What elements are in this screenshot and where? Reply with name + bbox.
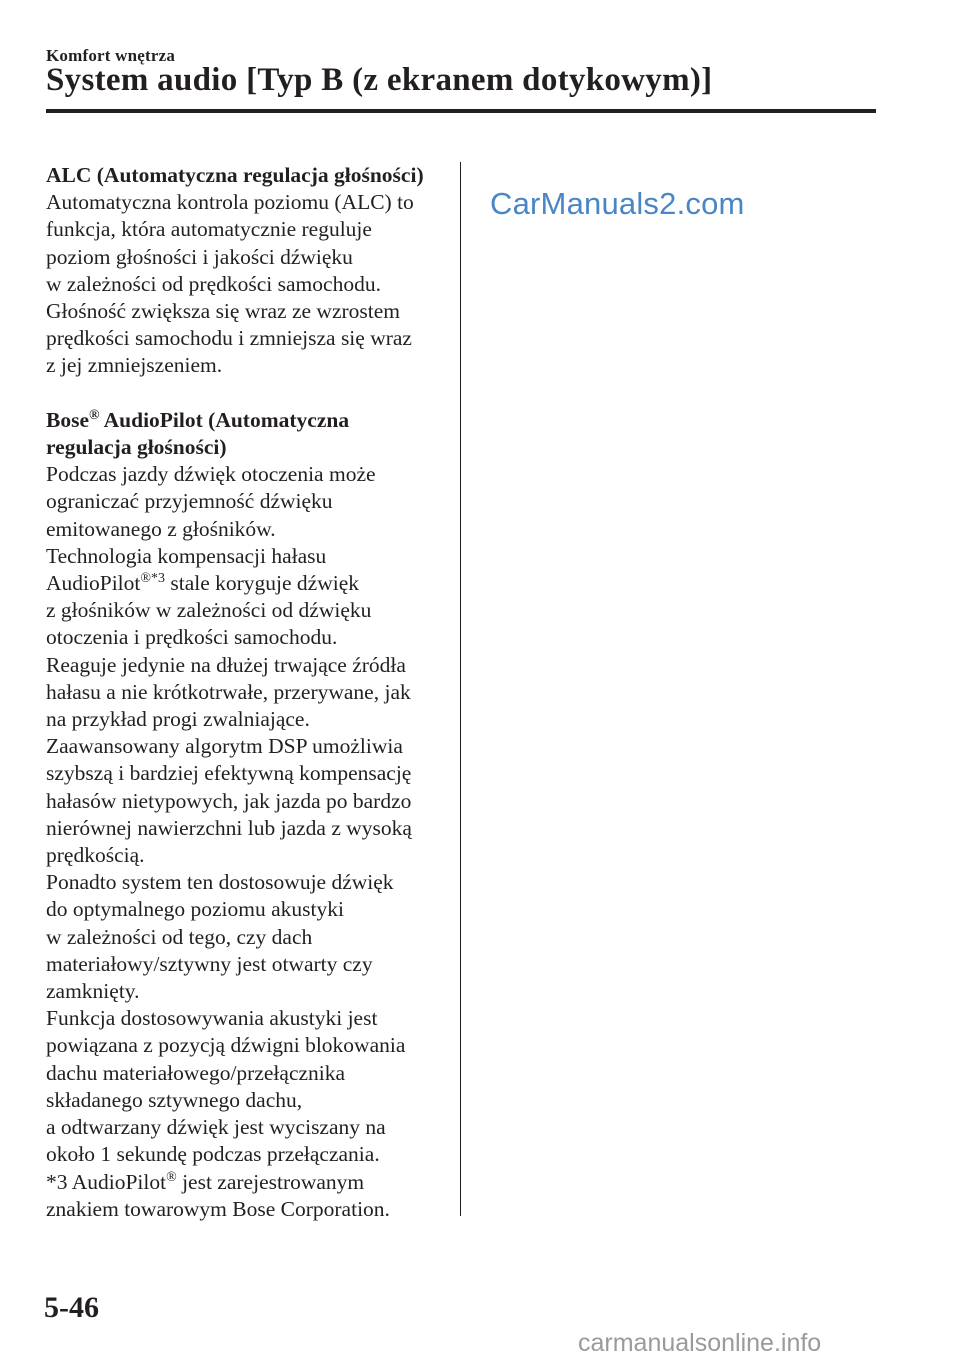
bose-heading-rest: AudioPilot (Automatyczna bbox=[99, 407, 350, 432]
footnote-rest: jest zarejestrowanym bbox=[176, 1169, 365, 1194]
audiopilot-name: AudioPilot bbox=[46, 571, 141, 596]
page-title: System audio [Typ B (z ekranem dotykowym)] bbox=[46, 62, 713, 98]
alc-line: Głośność zwiększa się wraz ze wzrostem bbox=[46, 299, 401, 324]
bose-line: około 1 sekundę podczas przełączania. bbox=[46, 1142, 380, 1167]
bose-line: dachu materiałowego/przełącznika bbox=[46, 1060, 346, 1085]
bose-line: hałasu a nie krótkotrwałe, przerywane, jak bbox=[46, 679, 411, 704]
bose-line: emitowanego z głośników. bbox=[46, 516, 276, 541]
bose-line: szybszą i bardziej efektywną kompensację bbox=[46, 761, 412, 786]
alc-heading: ALC (Automatyczna regulacja głośności) bbox=[46, 163, 424, 187]
bose-line: w zależności od tego, czy dach bbox=[46, 924, 313, 949]
alc-line: Automatyczna kontrola poziomu (ALC) to bbox=[46, 190, 414, 215]
bose-line: Zaawansowany algorytm DSP umożliwia bbox=[46, 734, 403, 759]
bose-line: ograniczać przyjemność dźwięku bbox=[46, 489, 333, 514]
bose-line: Ponadto system ten dostosowuje dźwięk bbox=[46, 870, 394, 895]
bose-line: nierównej nawierzchni lub jazda z wysoką bbox=[46, 815, 412, 840]
watermark-carmanualsonline: carmanualsonline.info bbox=[578, 1329, 822, 1357]
footnote bbox=[46, 1169, 446, 1196]
alc-line: funkcja, która automatycznie reguluje bbox=[46, 217, 372, 242]
bose-line: Technologia kompensacji hałasu bbox=[46, 543, 327, 568]
bose-line: materiałowy/sztywny jest otwarty czy bbox=[46, 951, 373, 976]
bose-line: Funkcja dostosowywania akustyki jest bbox=[46, 1006, 378, 1031]
bose-line: na przykład progi zwalniające. bbox=[46, 707, 310, 732]
bose-line: zamknięty. bbox=[46, 979, 140, 1004]
header-divider bbox=[46, 109, 876, 113]
bose-line: Reaguje jedynie na dłużej trwające źródła bbox=[46, 652, 406, 677]
bose-heading-line2: regulacja głośności) bbox=[46, 435, 227, 460]
alc-line: z jej zmniejszeniem. bbox=[46, 353, 223, 378]
bose-line: powiązana z pozycją dźwigni blokowania bbox=[46, 1033, 406, 1058]
column-divider bbox=[460, 162, 461, 1216]
bose-line: z głośników w zależności od dźwięku bbox=[46, 598, 372, 623]
page-number: 5-46 bbox=[44, 1291, 99, 1324]
bose-line: prędkością. bbox=[46, 843, 145, 868]
watermark-carmanuals2: CarManuals2.com bbox=[490, 186, 745, 221]
audiopilot-rest: stale koryguje dźwięk bbox=[164, 571, 360, 596]
footnote-line2: znakiem towarowym Bose Corporation. bbox=[46, 1196, 390, 1221]
bose-heading-brand: Bose bbox=[46, 407, 89, 432]
bose-heading bbox=[46, 407, 446, 434]
registered-mark: ® bbox=[89, 407, 100, 423]
alc-line: w zależności od prędkości samochodu. bbox=[46, 271, 381, 296]
text-column bbox=[46, 162, 446, 1223]
bose-line: do optymalnego poziomu akustyki bbox=[46, 897, 344, 922]
footnote-start: *3 AudioPilot bbox=[46, 1169, 167, 1194]
section-label: Komfort wnętrza bbox=[46, 46, 176, 65]
bose-line: otoczenia i prędkości samochodu. bbox=[46, 625, 338, 650]
registered-mark: ® bbox=[166, 1169, 177, 1185]
paragraph-gap bbox=[46, 380, 446, 407]
alc-line: prędkości samochodu i zmniejsza się wraz bbox=[46, 326, 412, 351]
audiopilot-footnote-ref: ®*3 bbox=[140, 570, 165, 586]
alc-line: poziom głośności i jakości dźwięku bbox=[46, 244, 353, 269]
bose-line: składanego sztywnego dachu, bbox=[46, 1087, 303, 1112]
bose-line: a odtwarzany dźwięk jest wyciszany na bbox=[46, 1115, 386, 1140]
bose-line: Podczas jazdy dźwięk otoczenia może bbox=[46, 462, 376, 487]
audiopilot-line bbox=[46, 570, 446, 597]
bose-line: hałasów nietypowych, jak jazda po bardzo bbox=[46, 788, 412, 813]
